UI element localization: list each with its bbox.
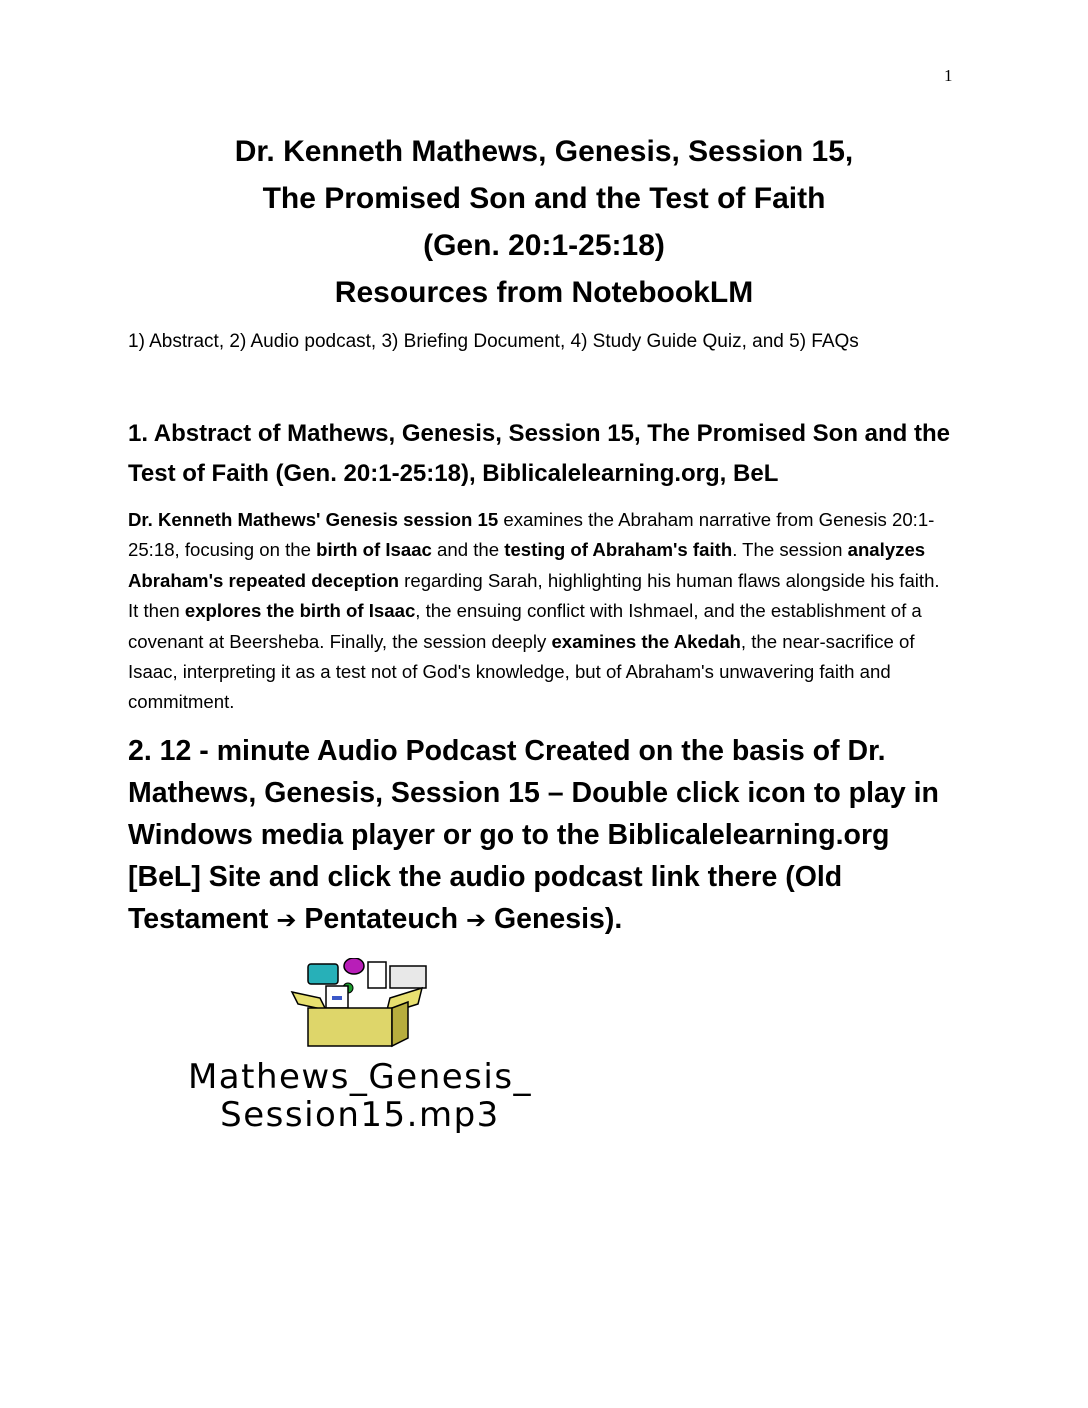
abstract-run: , the ensuing conflict with Ishmael, and the establishment of a covenant at Beersheba. Finally, the session deeply	[128, 600, 922, 652]
section2-heading	[128, 730, 958, 941]
abstract-run: , the near-sacrifice of Isaac, interpreting it as a test not of God's knowledge, but of Abraham's unwavering faith and commitment.	[128, 630, 915, 713]
section2-heading-text: Genesis).	[486, 903, 623, 935]
abstract-run: examines the Akedah	[551, 630, 741, 652]
section2-heading-text: Pentateuch	[296, 903, 466, 935]
file-label-line-1: Mathews_Genesis_	[187, 1057, 533, 1097]
abstract-run: . The session	[732, 539, 848, 561]
abstract-run: and the	[431, 539, 505, 561]
title-line-2: The Promised Son and the Test of Faith	[262, 182, 826, 215]
contents-list: 1) Abstract, 2) Audio podcast, 3) Briefing Document, 4) Study Guide Quiz, and 5) FAQs	[128, 331, 859, 352]
abstract-run: testing of Abraham's faith	[504, 539, 733, 561]
page-number: 1	[944, 66, 953, 85]
abstract-run: analyzes Abraham's repeated deception	[128, 539, 926, 591]
arrow-right-icon: ➔	[276, 906, 297, 934]
title-line-3: (Gen. 20:1-25:18)	[423, 229, 665, 262]
abstract-paragraph	[128, 505, 953, 718]
arrow-right-icon: ➔	[465, 906, 487, 934]
abstract-run: Dr. Kenneth Mathews' Genesis session 15	[128, 509, 499, 530]
file-label-line-2: Session15.mp3	[220, 1095, 500, 1135]
title-line-1: Dr. Kenneth Mathews, Genesis, Session 15,	[234, 135, 854, 168]
abstract-run: birth of Isaac	[316, 539, 432, 561]
document-title	[0, 128, 1088, 316]
title-line-4: Resources from NotebookLM	[334, 276, 754, 309]
abstract-run: regarding Sarah, highlighting his human flaws alongside his faith. It then	[128, 569, 940, 622]
audio-file-label[interactable]	[130, 1058, 590, 1134]
package-icon[interactable]	[286, 958, 432, 1050]
abstract-run: examines the Abraham narrative from Genesis 20:1-25:18, focusing on the	[128, 509, 935, 561]
section2-heading-text: 2. 12 - minute Audio Podcast Created on the basis of Dr. Mathews, Genesis, Session 15 – Double click icon to play in Windows media player or go to the Biblicalelearning.org [BeL] Site and click the audio podcast link there (Old Testament	[128, 735, 939, 935]
abstract-run: explores the birth of Isaac	[184, 600, 416, 622]
section1-heading: 1. Abstract of Mathews, Genesis, Session 15, The Promised Son and the Test of Faith (Gen. 20:1-25:18), Biblicalelearning.org, BeL	[128, 420, 950, 487]
